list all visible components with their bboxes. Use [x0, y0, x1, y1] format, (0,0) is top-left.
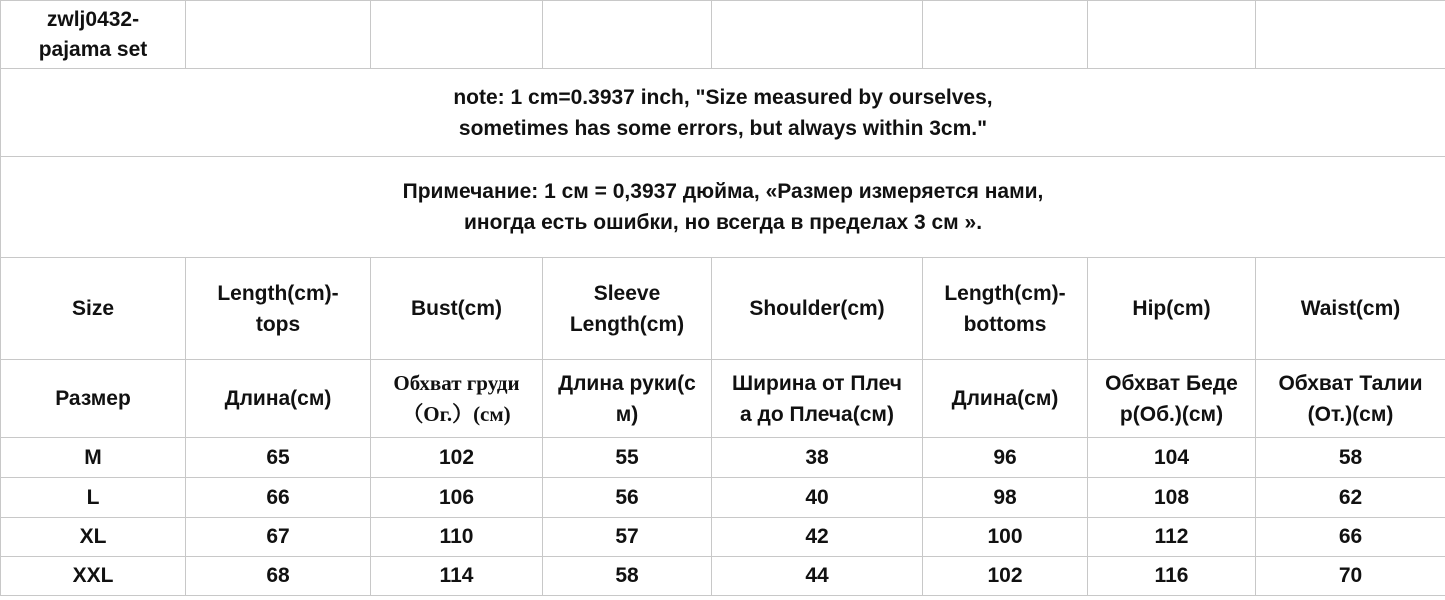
product-name-cell	[1, 1, 186, 69]
header-label: Длина руки(с	[558, 371, 696, 395]
header-ru-length-tops	[186, 360, 371, 438]
header-label: м)	[615, 402, 639, 426]
header-waist	[1256, 258, 1445, 360]
header-en-row	[1, 258, 1445, 360]
header-label: Length(cm)-	[217, 281, 339, 305]
table-row	[1, 518, 1445, 557]
header-ru-shoulder	[712, 360, 923, 438]
header-label: Hip(cm)	[1132, 297, 1211, 320]
header-label: Size	[71, 297, 115, 320]
length-bottoms-cell: 100	[923, 518, 1088, 557]
waist-cell: 62	[1256, 478, 1445, 518]
hip-cell: 112	[1088, 518, 1256, 557]
header-ru-row	[1, 360, 1445, 438]
header-label: Обхват Беде	[1105, 371, 1238, 395]
header-label: Длина(см)	[951, 387, 1059, 410]
header-ru-sleeve-length	[543, 360, 712, 438]
header-sleeve-length	[543, 258, 712, 360]
shoulder-cell: 42	[712, 518, 923, 557]
header-label: Обхват груди	[393, 370, 520, 395]
hip-cell: 108	[1088, 478, 1256, 518]
sleeve-cell: 55	[543, 438, 712, 478]
empty-cell	[712, 1, 923, 69]
header-label: Length(cm)-	[944, 281, 1066, 305]
length-tops-cell: 65	[186, 438, 371, 478]
header-label: （Ог.）(см)	[402, 401, 511, 426]
empty-cell	[371, 1, 543, 69]
empty-cell	[1088, 1, 1256, 69]
length-bottoms-cell: 102	[923, 557, 1088, 596]
header-label: tops	[255, 312, 301, 336]
empty-cell	[543, 1, 712, 69]
header-ru-size	[1, 360, 186, 438]
sleeve-cell: 57	[543, 518, 712, 557]
note-en-row	[1, 69, 1445, 157]
product-type: pajama set	[38, 37, 148, 61]
header-label: Shoulder(cm)	[749, 297, 885, 320]
hip-cell: 104	[1088, 438, 1256, 478]
product-code: zwlj0432-	[46, 7, 140, 31]
header-label: р(Об.)(см)	[1119, 402, 1224, 426]
header-label: bottoms	[963, 312, 1047, 336]
header-label: Sleeve	[593, 281, 661, 305]
product-row	[1, 1, 1445, 69]
header-shoulder	[712, 258, 923, 360]
waist-cell: 70	[1256, 557, 1445, 596]
empty-cell	[186, 1, 371, 69]
header-ru-length-bottoms	[923, 360, 1088, 438]
note-ru-row	[1, 157, 1445, 258]
note-russian-line2: иногда есть ошибки, но всегда в пределах 3 см ».	[463, 211, 983, 234]
empty-cell	[1256, 1, 1445, 69]
header-label: Bust(cm)	[410, 297, 502, 320]
header-label: Ширина от Плеч	[732, 371, 902, 395]
header-ru-bust	[371, 360, 543, 438]
waist-cell: 66	[1256, 518, 1445, 557]
note-english-line2: sometimes has some errors, but always within 3cm."	[458, 116, 988, 140]
size-cell: L	[1, 478, 186, 518]
header-label: Length(cm)	[569, 312, 685, 336]
bust-cell: 102	[371, 438, 543, 478]
waist-cell: 58	[1256, 438, 1445, 478]
empty-cell	[923, 1, 1088, 69]
header-label: Обхват Талии	[1278, 371, 1423, 395]
bust-cell: 106	[371, 478, 543, 518]
header-ru-waist	[1256, 360, 1445, 438]
header-length-bottoms	[923, 258, 1088, 360]
bust-cell: 114	[371, 557, 543, 596]
note-russian-line1: Примечание: 1 см = 0,3937 дюйма, «Размер измеряется нами,	[402, 180, 1044, 203]
header-label: Waist(cm)	[1300, 297, 1401, 320]
header-label: (От.)(см)	[1307, 402, 1394, 426]
size-cell: M	[1, 438, 186, 478]
note-russian	[1, 157, 1445, 258]
shoulder-cell: 44	[712, 557, 923, 596]
header-label: а до Плеча(см)	[740, 402, 894, 426]
bust-cell: 110	[371, 518, 543, 557]
sleeve-cell: 56	[543, 478, 712, 518]
note-english	[1, 69, 1445, 157]
header-bust	[371, 258, 543, 360]
header-hip	[1088, 258, 1256, 360]
header-length-tops	[186, 258, 371, 360]
length-tops-cell: 67	[186, 518, 371, 557]
table-row	[1, 557, 1445, 596]
sleeve-cell: 58	[543, 557, 712, 596]
header-size	[1, 258, 186, 360]
length-tops-cell: 68	[186, 557, 371, 596]
length-bottoms-cell: 98	[923, 478, 1088, 518]
table-row	[1, 438, 1445, 478]
header-ru-hip	[1088, 360, 1256, 438]
note-english-line1: note: 1 cm=0.3937 inch, "Size measured by ourselves,	[453, 85, 993, 109]
length-bottoms-cell: 96	[923, 438, 1088, 478]
table-row	[1, 478, 1445, 518]
size-cell: XXL	[1, 557, 186, 596]
hip-cell: 116	[1088, 557, 1256, 596]
header-label: Длина(см)	[224, 387, 332, 410]
length-tops-cell: 66	[186, 478, 371, 518]
size-cell: XL	[1, 518, 186, 557]
header-label: Размер	[55, 387, 131, 410]
shoulder-cell: 40	[712, 478, 923, 518]
shoulder-cell: 38	[712, 438, 923, 478]
